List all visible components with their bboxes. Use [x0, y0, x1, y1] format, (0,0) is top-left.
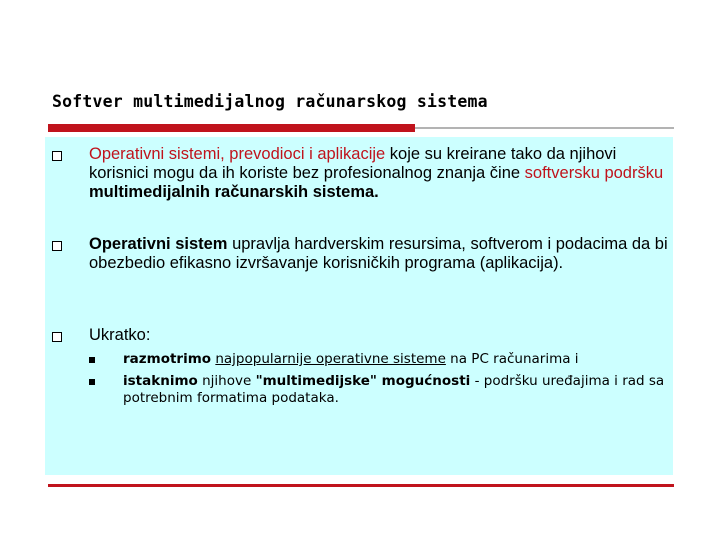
text-run: - podršku uređajima i rad sa potrebnim formatima podataka. — [123, 373, 665, 406]
text-run: Operativni sistem — [89, 235, 228, 253]
text-run: koje su kreirane tako da njihovi korisnici mogu da ih koriste bez profesionalnog znanja čine — [89, 145, 617, 182]
sub-bullet-1 — [123, 351, 668, 368]
square-bullet-icon — [52, 241, 62, 251]
text-run: upravlja hardverskim resursima, softverom i podacima da bi obezbedio efikasno izvršavanje korisničkih programa (aplikacija). — [89, 235, 668, 272]
bullet-paragraph-3 — [89, 326, 679, 345]
text-run: na PC računarima i — [445, 351, 579, 367]
text-run: njihove — [197, 373, 256, 389]
text-run: Ukratko: — [89, 326, 151, 344]
text-run: najpopularnije operativne sisteme — [215, 351, 446, 367]
footer-rule — [48, 484, 674, 487]
title-underline-red — [48, 124, 415, 132]
sub-bullet-icon — [89, 357, 95, 363]
square-bullet-icon — [52, 332, 62, 342]
sub-bullet-icon — [89, 379, 95, 385]
text-run: razmotrimo — [123, 351, 212, 367]
text-run: Operativni sistemi, prevodioci i aplikacije — [89, 145, 386, 163]
slide-title: Softver multimedijalnog računarskog sistema — [52, 92, 488, 111]
bullet-paragraph-2 — [89, 235, 679, 273]
text-run: istaknimo — [123, 373, 198, 389]
sub-bullet-2 — [123, 373, 668, 407]
text-run: softversku podršku — [524, 164, 664, 182]
bullet-paragraph-1 — [89, 145, 679, 202]
text-run: multimedijalnih računarskih sistema. — [89, 183, 379, 201]
square-bullet-icon — [52, 151, 62, 161]
text-run: "multimedijske" mogućnosti — [255, 373, 471, 389]
